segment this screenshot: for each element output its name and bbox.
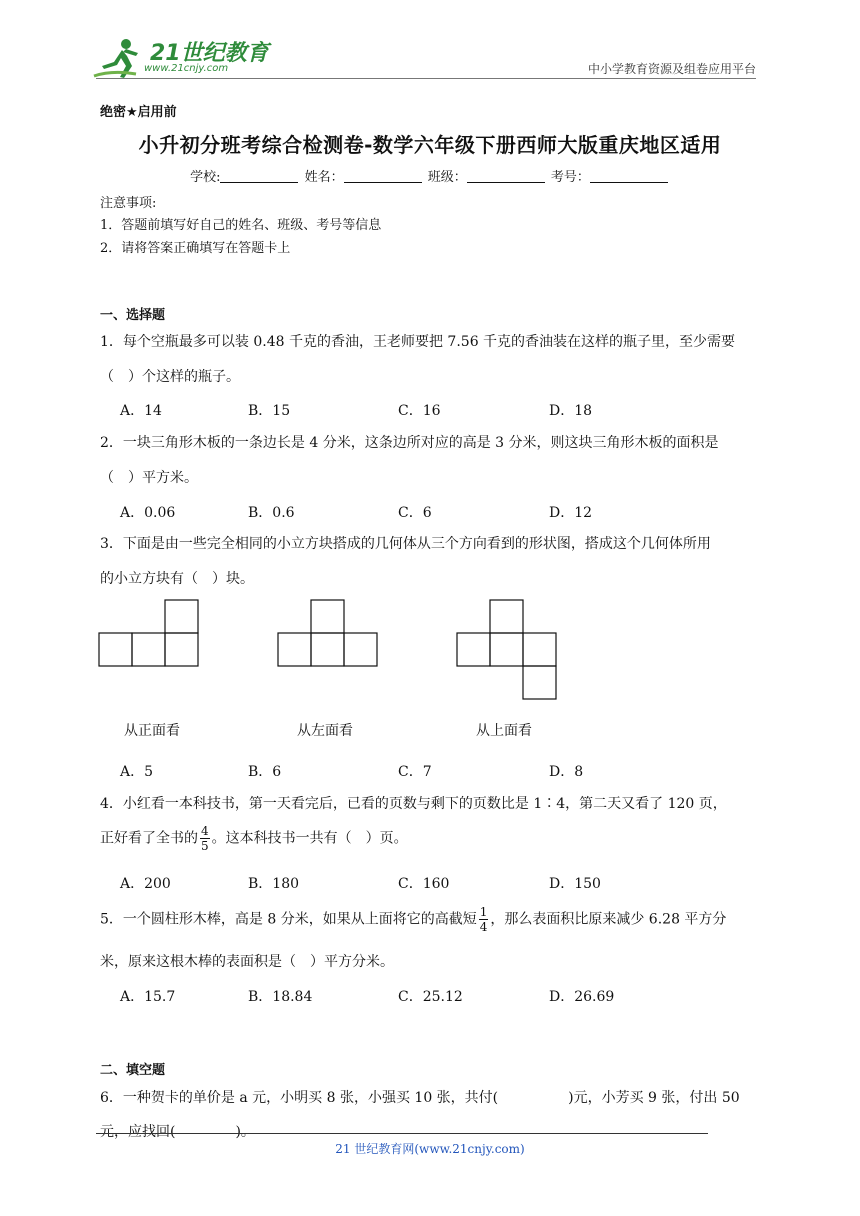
name-blank bbox=[344, 169, 422, 183]
q3-option-d: D．8 bbox=[549, 764, 584, 780]
exam-no-label: 考号： bbox=[550, 170, 590, 185]
q6-line1-post: )元，小芳买 9 张，付出 50 bbox=[568, 1090, 740, 1106]
q1-option-c: C．16 bbox=[398, 403, 441, 419]
footer-divider bbox=[96, 1133, 708, 1134]
name-label: 姓名： bbox=[304, 170, 344, 185]
footer-link[interactable]: 21 世纪教育网(www.21cnjy.com) bbox=[335, 1142, 525, 1156]
q4-line2-pre: 正好看了全书的 bbox=[100, 830, 198, 847]
q5-option-c: C．25.12 bbox=[398, 989, 463, 1005]
notice-1: 1．答题前填写好自己的姓名、班级、考号等信息 bbox=[100, 218, 382, 233]
q2-line1: 2．一块三角形木板的一条边长是 4 分米，这条边所对应的高是 3 分米，则这块三角形木板的面积是 bbox=[100, 435, 719, 451]
runner-logo-icon bbox=[92, 36, 148, 80]
q5-frac-num: 1 bbox=[479, 905, 488, 919]
school-blank bbox=[220, 169, 298, 183]
q3-option-b: B．6 bbox=[248, 764, 282, 780]
q6-line2-post: )。 bbox=[235, 1124, 255, 1140]
logo-text: 21世纪教育 bbox=[150, 41, 269, 66]
q2-option-c: C．6 bbox=[398, 505, 432, 521]
site-logo bbox=[92, 36, 272, 80]
left-view-grid bbox=[278, 600, 377, 666]
q5-line2: 米，原来这根木棒的表面积是（ ）平方分米。 bbox=[100, 954, 394, 970]
q4-option-a: A．200 bbox=[120, 876, 171, 892]
q4-fraction bbox=[200, 824, 210, 853]
q2-option-b: B．0.6 bbox=[248, 505, 295, 521]
q4-frac-num: 4 bbox=[201, 824, 209, 838]
q4-line2 bbox=[100, 824, 408, 853]
q3-line1: 3．下面是由一些完全相同的小立方块搭成的几何体从三个方向看到的形状图，搭成这个几何体所用 bbox=[100, 536, 711, 552]
platform-label: 中小学教育资源及组卷应用平台 bbox=[587, 62, 756, 76]
q5-line1-post: ，那么表面积比原来减少 6.28 平方分 bbox=[490, 911, 727, 928]
q5-line1-pre: 5．一个圆柱形木棒，高是 8 分米，如果从上面将它的高截短 bbox=[100, 911, 477, 928]
q4-line2-post: 。这本科技书一共有（ ）页。 bbox=[211, 830, 408, 847]
school-label: 学校: bbox=[190, 170, 221, 185]
logo-url: www.21cnjy.com bbox=[144, 63, 229, 74]
q6-line2 bbox=[100, 1121, 255, 1141]
q5-fraction bbox=[479, 905, 489, 934]
q6-line1-pre: 6．一种贺卡的单价是 a 元，小明买 8 张，小强买 10 张，共付( bbox=[100, 1090, 499, 1106]
q5-option-b: B．18.84 bbox=[248, 989, 313, 1005]
top-view-grid bbox=[457, 600, 556, 699]
q1-option-b: B．15 bbox=[248, 403, 291, 419]
cube-views-diagram bbox=[90, 592, 570, 704]
q4-option-c: C．160 bbox=[398, 876, 450, 892]
q1-line1: 1．每个空瓶最多可以装 0.48 千克的香油，王老师要把 7.56 千克的香油装在这样的瓶子里，至少需要 bbox=[100, 334, 736, 350]
q4-frac-den: 5 bbox=[201, 839, 209, 853]
q4-option-d: D．150 bbox=[549, 876, 601, 892]
q4-option-b: B．180 bbox=[248, 876, 300, 892]
q2-line2: （ ）平方米。 bbox=[100, 470, 198, 486]
q2-option-d: D．12 bbox=[549, 505, 593, 521]
q5-line1 bbox=[100, 905, 726, 934]
class-label: 班级： bbox=[427, 170, 467, 185]
q5-frac-den: 4 bbox=[479, 920, 488, 934]
q4-line1: 4．小红看一本科技书，第一天看完后，已看的页数与剩下的页数比是 1∶4，第二天又看了 120 页， bbox=[100, 796, 727, 812]
view-label-top: 从上面看 bbox=[476, 723, 532, 739]
class-blank bbox=[467, 169, 545, 183]
notice-title: 注意事项: bbox=[100, 196, 157, 211]
q6-line1 bbox=[100, 1087, 740, 1107]
section-title-choice: 一、选择题 bbox=[100, 308, 166, 323]
q6-line2-pre: 元，应找回( bbox=[100, 1124, 176, 1140]
q1-line2: （ ）个这样的瓶子。 bbox=[100, 369, 240, 385]
q3-option-c: C．7 bbox=[398, 764, 432, 780]
q1-option-a: A．14 bbox=[120, 403, 162, 419]
secret-label: 绝密★启用前 bbox=[100, 105, 177, 120]
q5-option-a: A．15.7 bbox=[120, 989, 176, 1005]
info-line bbox=[0, 166, 860, 185]
front-view-grid bbox=[99, 600, 198, 666]
header-divider bbox=[96, 78, 756, 79]
q3-option-a: A．5 bbox=[120, 764, 154, 780]
q1-option-d: D．18 bbox=[549, 403, 593, 419]
q5-option-d: D．26.69 bbox=[549, 989, 615, 1005]
page-title: 小升初分班考综合检测卷-数学六年级下册西师大版重庆地区适用 bbox=[138, 133, 722, 157]
section-title-fill: 二、填空题 bbox=[100, 1063, 166, 1078]
q2-option-a: A．0.06 bbox=[120, 505, 176, 521]
view-label-front: 从正面看 bbox=[124, 723, 180, 739]
exam-no-blank bbox=[590, 169, 668, 183]
q3-line2: 的小立方块有（ ）块。 bbox=[100, 571, 254, 587]
view-label-left: 从左面看 bbox=[297, 723, 353, 739]
notice-2: 2．请将答案正确填写在答题卡上 bbox=[100, 241, 291, 256]
